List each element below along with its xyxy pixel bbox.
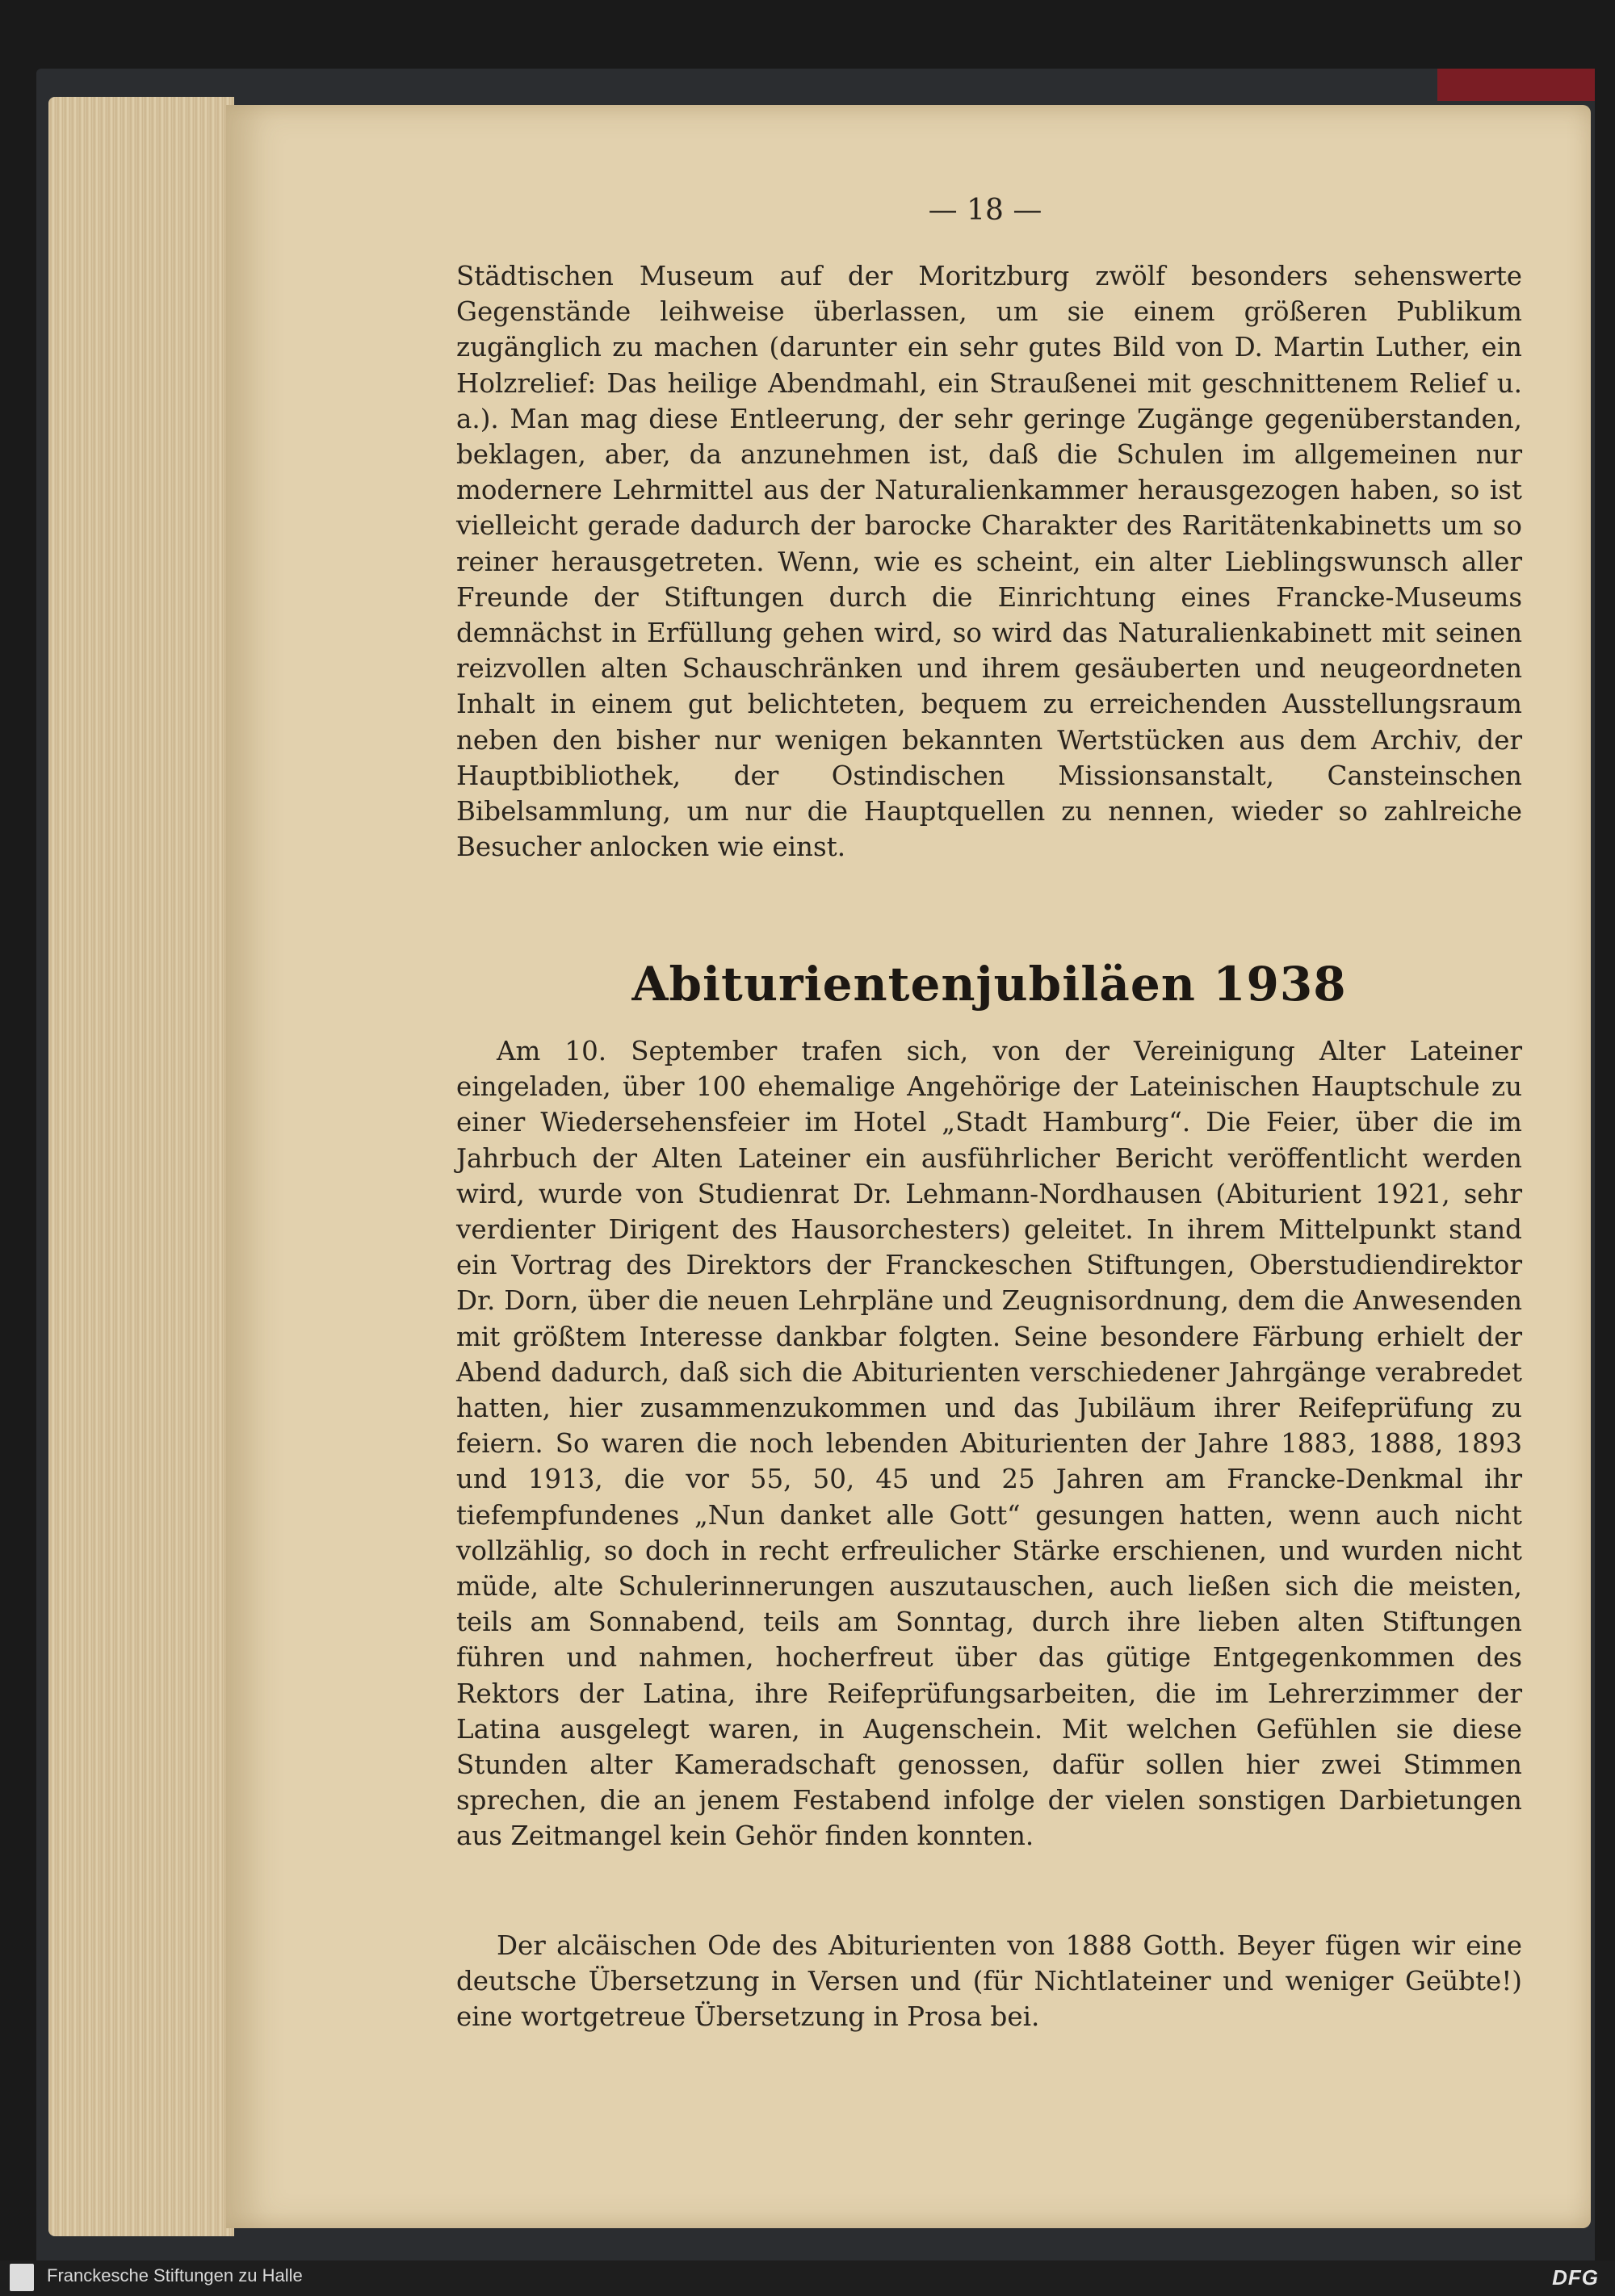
institution-logo-icon	[10, 2264, 34, 2291]
section-heading: Abiturientenjubiläen 1938	[631, 957, 1347, 1012]
dfg-logo: DFG	[1552, 2265, 1599, 2290]
cover-red-edge	[1437, 69, 1595, 101]
paragraph-jubilee: Am 10. September trafen sich, von der Vereinigung Alter Lateiner eingeladen, über 100 ehemalige Angehörige der Lateinischen Hauptschule zu einer Wiedersehensfeier im Hotel „Stadt Hamburg“. Die Feier, über die im Jahrbuch der Alten Lateiner ein ausführlicher Bericht veröffentlicht werden wird, wurde von Studienrat Dr. Lehmann-Nordhausen (Abiturient 1921, sehr verdienter Dirigent des Hausorchesters) geleitet. In ihrem Mittelpunkt stand ein Vortrag des Direktors der Franckeschen Stiftungen, Oberstudiendirektor Dr. Dorn, über die neuen Lehrpläne und Zeugnisordnung, dem die Anwesenden mit größtem Interesse dankbar folgten. Seine besondere Färbung erhielt der Abend dadurch, daß sich die Abiturienten verschiedener Jahrgänge verabredet hatten, hier zusammenzukommen und das Jubiläum ihrer Reifeprüfung zu feiern. So waren die noch lebenden Abiturienten der Jahre 1883, 1888, 1893 und 1913, die vor 55, 50, 45 und 25 Jahren am Francke-Denkmal ihr tiefempfundenes „Nun danket alle Gott“ gesungen hatten, wenn auch nicht vollzählig, so doch in recht erfreulicher Stärke erschienen, und wurden nicht müde, alte Schulerinnerungen auszutauschen, auch ließen sich die meisten, teils am Sonnabend, teils am Sonntag, durch ihre lieben alten Stiftungen führen und nahmen, hocherfreut über das gütige Entgegenkommen des Rektors der Latina, ihre Reifeprüfungsarbeiten, die im Lehrerzimmer der Latina ausgelegt waren, in Augenschein. Mit welchen Gefühlen sie diese Stunden alter Kameradschaft genossen, dafür sollen hier zwei Stimmen sprechen, die an jenem Festabend infolge der vielen sonstigen Darbietungen aus Zeitmangel kein Gehör finden konnten.	[456, 1036, 1522, 1852]
paragraph-ode: Der alcäischen Ode des Abiturienten von 1888 Gotth. Beyer fügen wir eine deutsche Übersetzung in Versen und (für Nichtlateiner und weniger Geübte!) eine wortgetreue Übersetzung in Prosa bei.	[456, 1930, 1522, 2033]
paragraph-museum: Städtischen Museum auf der Moritzburg zwölf besonders sehenswerte Gegenstände leihweise überlassen, um sie einem größeren Publikum zugänglich zu machen (darunter ein sehr gutes Bild von D. Martin Luther, ein Holzrelief: Das heilige Abendmahl, ein Straußenei mit geschnittenem Relief u. a.). Man mag diese Entleerung, der sehr geringe Zugänge gegenüberstanden, beklagen, aber, da anzunehmen ist, daß die Schulen im allgemeinen nur modernere Lehrmittel aus der Naturalienkammer herausgezogen haben, so ist vielleicht gerade dadurch der barocke Charakter des Raritätenkabinetts um so reiner herausgetreten. Wenn, wie es scheint, ein alter Lieblingswunsch aller Freunde der Stiftungen durch die Einrichtung eines Francke-Museums demnächst in Erfüllung gehen wird, so wird das Naturalienkabinett mit seinen reizvollen alten Schauschränken und ihrem gesäuberten und neugeordneten Inhalt in einem gut belichteten, bequem zu erreichenden Ausstellungsraum neben den bisher nur wenigen bekannten Wertstücken aus dem Archiv, der Hauptbibliothek, der Ostindischen Missionsanstalt, Cansteinschen Bibelsammlung, um nur die Hauptquellen zu nennen, wieder so zahlreiche Besucher anlocken wie einst.	[456, 261, 1522, 863]
page-number: — 18 —	[928, 194, 1042, 227]
footer-institution-name: Franckesche Stiftungen zu Halle	[47, 2265, 303, 2286]
page-stack-edges	[48, 97, 234, 2236]
